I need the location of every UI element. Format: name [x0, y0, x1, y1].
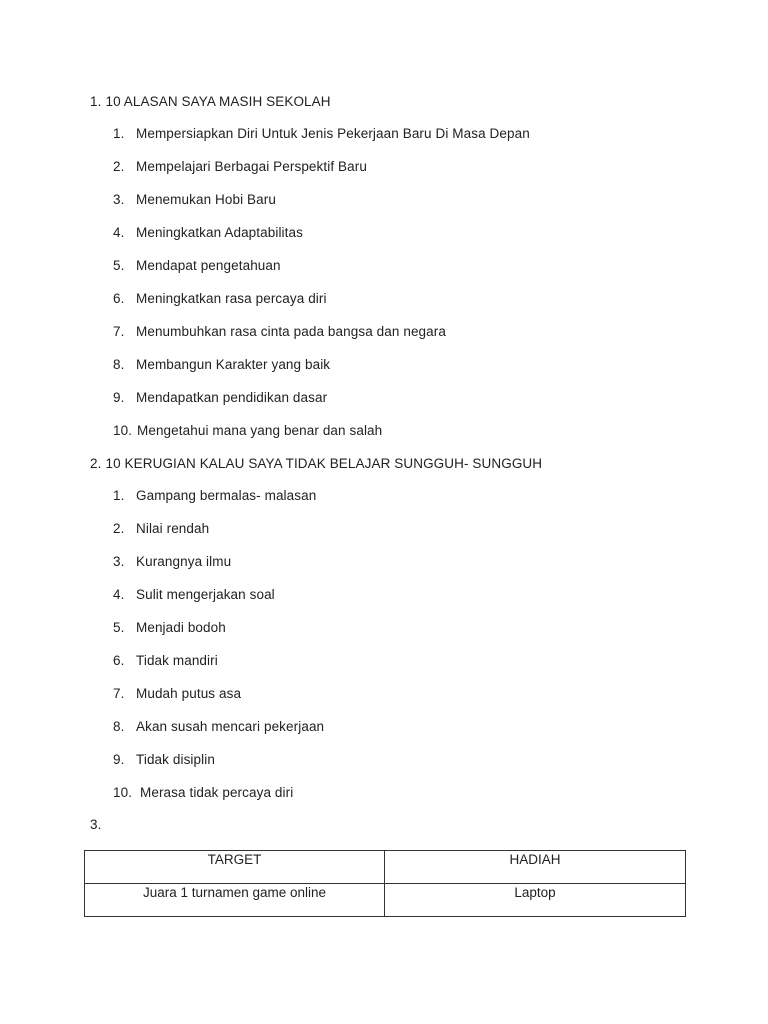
list-item: 5. Menjadi bodoh [113, 620, 226, 635]
section-1-title: 10 ALASAN SAYA MASIH SEKOLAH [105, 94, 331, 109]
section-3-heading [90, 817, 105, 832]
table-header-cell: TARGET [85, 851, 385, 884]
section-2-title: 10 KERUGIAN KALAU SAYA TIDAK BELAJAR SUNGGUH- SUNGGUH [105, 456, 543, 471]
list-item: 7. Mudah putus asa [113, 686, 242, 701]
target-reward-table [84, 850, 686, 917]
list-item: 6. Tidak mandiri [113, 653, 218, 668]
list-item: 4. Sulit mengerjakan soal [113, 587, 275, 602]
list-item: 10. Merasa tidak percaya diri [113, 785, 294, 800]
list-item: 1. Gampang bermalas- malasan [113, 488, 317, 503]
section-3-number: 3. [90, 817, 102, 832]
list-item: 10. Mengetahui mana yang benar dan salah [113, 423, 383, 438]
list-item: 4. Meningkatkan Adaptabilitas [113, 225, 303, 240]
section-2-heading [90, 456, 542, 471]
list-item: 2. Mempelajari Berbagai Perspektif Baru [113, 159, 367, 174]
table-header-row [85, 851, 686, 884]
section-2-number: 2. [90, 456, 102, 471]
list-item: 3. Kurangnya ilmu [113, 554, 232, 569]
table-row [85, 884, 686, 917]
list-item: 3. Menemukan Hobi Baru [113, 192, 276, 207]
list-item: 6. Meningkatkan rasa percaya diri [113, 291, 327, 306]
table-cell: Laptop [385, 884, 686, 917]
list-item: 9. Tidak disiplin [113, 752, 215, 767]
list-item: 2. Nilai rendah [113, 521, 210, 536]
section-1-number: 1. [90, 94, 102, 109]
list-item: 8. Membangun Karakter yang baik [113, 357, 331, 372]
list-item: 7. Menumbuhkan rasa cinta pada bangsa dan negara [113, 324, 446, 339]
list-item: 8. Akan susah mencari pekerjaan [113, 719, 325, 734]
list-item: 1. Mempersiapkan Diri Untuk Jenis Pekerjaan Baru Di Masa Depan [113, 126, 530, 141]
list-item: 9. Mendapatkan pendidikan dasar [113, 390, 328, 405]
list-item: 5. Mendapat pengetahuan [113, 258, 281, 273]
section-1-heading [90, 94, 331, 109]
table-cell: Juara 1 turnamen game online [85, 884, 385, 917]
table-header-cell: HADIAH [385, 851, 686, 884]
